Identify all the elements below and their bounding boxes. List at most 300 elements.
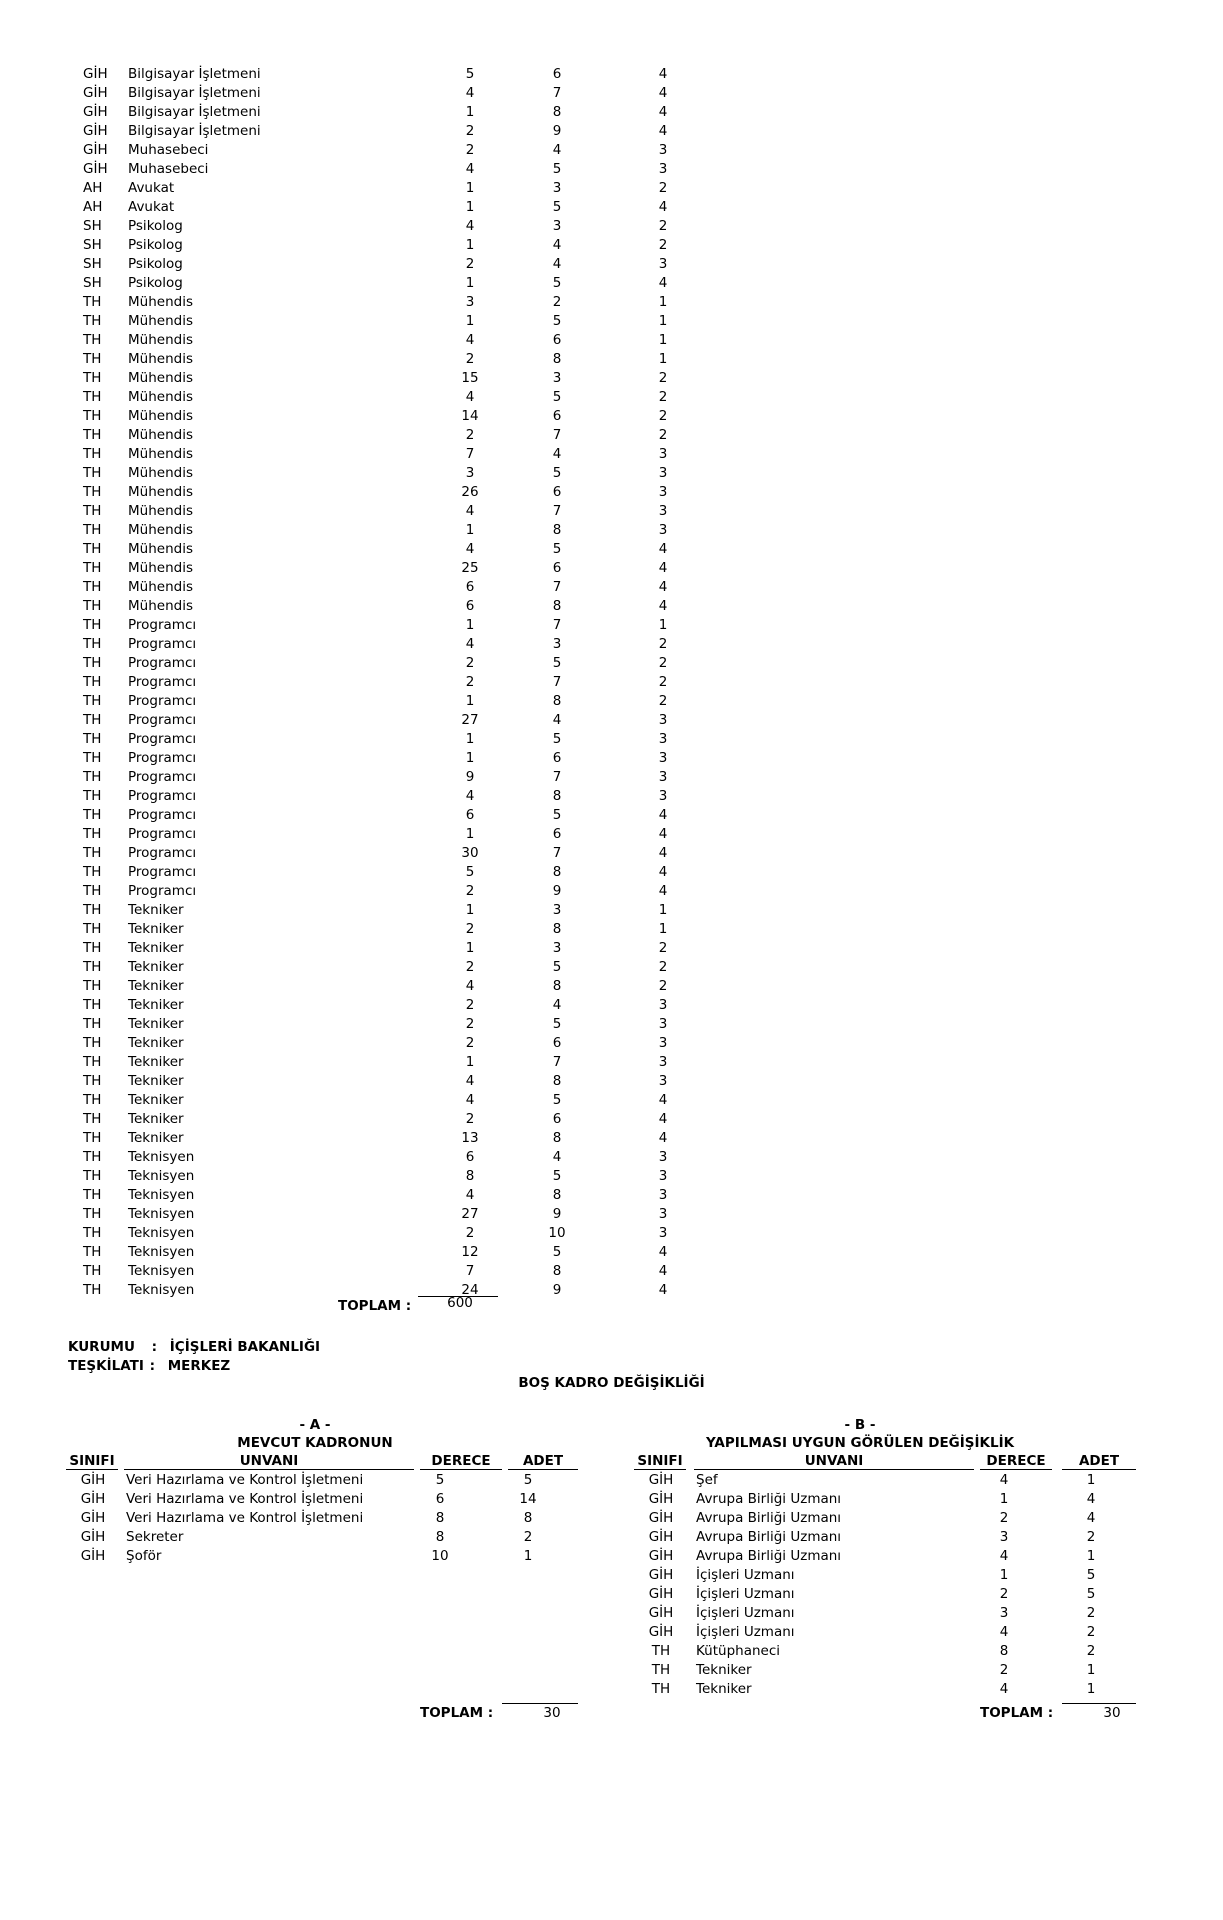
table-row [0,768,1223,787]
row-unvan: Tekniker [128,1054,184,1070]
cell-unvan: Veri Hazırlama ve Kontrol İşletmeni [126,1472,364,1488]
table-row [636,1585,1156,1604]
row-grade: 7 [552,617,562,633]
table-row [68,1528,588,1547]
row-sinif: TH [83,446,102,462]
cell-derece: 2 [999,1662,1009,1678]
row-group: 3 [658,256,668,272]
row-group: 4 [658,1244,668,1260]
row-sinif: SH [83,256,102,272]
row-sinif: TH [83,902,102,918]
section-b-col-unvan: UNVANI [694,1453,974,1470]
row-grade: 5 [552,161,562,177]
row-group: 3 [658,1054,668,1070]
row-unvan: Programcı [128,636,197,652]
row-unvan: Mühendis [128,408,193,424]
cell-adet: 5 [1086,1586,1096,1602]
cell-unvan: Veri Hazırlama ve Kontrol İşletmeni [126,1491,364,1507]
table-row [0,198,1223,217]
row-count: 3 [465,465,475,481]
table-row [0,426,1223,445]
cell-adet: 2 [1086,1529,1096,1545]
table-row [0,1148,1223,1167]
cell-derece: 3 [999,1529,1009,1545]
table-row [0,293,1223,312]
cell-derece: 10 [431,1548,449,1564]
row-sinif: TH [83,997,102,1013]
row-sinif: TH [83,655,102,671]
row-sinif: GİH [83,142,108,158]
table-row [0,464,1223,483]
row-unvan: Programcı [128,845,197,861]
row-unvan: Avukat [128,180,175,196]
kurumu-row [68,1339,320,1355]
table-row [0,844,1223,863]
row-group: 4 [658,1282,668,1298]
table-row [636,1528,1156,1547]
row-sinif: TH [83,1073,102,1089]
row-sinif: TH [83,1206,102,1222]
row-unvan: Teknisyen [128,1244,195,1260]
row-grade: 5 [552,1016,562,1032]
cell-unvan: Şoför [126,1548,162,1564]
row-count: 2 [465,427,475,443]
table-row [0,1110,1223,1129]
row-grade: 8 [552,104,562,120]
row-count: 4 [465,1092,475,1108]
row-group: 4 [658,807,668,823]
row-group: 2 [658,408,668,424]
row-count: 1 [465,826,475,842]
cell-adet: 2 [1086,1605,1096,1621]
row-sinif: TH [83,921,102,937]
row-group: 2 [658,389,668,405]
cell-unvan: Kütüphaneci [696,1643,781,1659]
row-count: 4 [465,503,475,519]
table-row [0,407,1223,426]
row-unvan: Muhasebeci [128,161,209,177]
row-grade: 6 [552,750,562,766]
row-sinif: TH [83,1187,102,1203]
row-group: 3 [658,484,668,500]
section-a-col-unvan: UNVANI [124,1453,414,1470]
row-count: 4 [465,389,475,405]
row-sinif: TH [83,807,102,823]
row-sinif: GİH [83,161,108,177]
row-group: 3 [658,465,668,481]
row-sinif: TH [83,560,102,576]
table-row [0,331,1223,350]
cell-sinif: GİH [648,1548,674,1564]
table-row [0,977,1223,996]
row-group: 3 [658,731,668,747]
row-unvan: Bilgisayar İşletmeni [128,85,261,101]
row-grade: 7 [552,503,562,519]
row-grade: 5 [552,959,562,975]
row-grade: 5 [552,1092,562,1108]
row-grade: 5 [552,199,562,215]
cell-unvan: Tekniker [696,1662,752,1678]
row-count: 4 [465,978,475,994]
cell-sinif: GİH [648,1529,674,1545]
row-group: 4 [658,883,668,899]
table-row [0,540,1223,559]
table-row [0,1072,1223,1091]
row-grade: 6 [552,560,562,576]
row-unvan: Programcı [128,826,197,842]
row-grade: 3 [552,902,562,918]
row-grade: 9 [552,1282,562,1298]
row-group: 4 [658,598,668,614]
row-group: 3 [658,161,668,177]
row-sinif: TH [83,712,102,728]
section-a-heading: MEVCUT KADRONUN [237,1435,393,1451]
row-grade: 8 [552,1187,562,1203]
row-group: 3 [658,997,668,1013]
row-count: 27 [461,712,479,728]
row-unvan: Mühendis [128,313,193,329]
row-unvan: Mühendis [128,503,193,519]
row-group: 4 [658,123,668,139]
table-row [636,1642,1156,1661]
row-unvan: Bilgisayar İşletmeni [128,66,261,82]
section-b-col-adet: ADET [1062,1453,1136,1470]
row-count: 4 [465,788,475,804]
row-sinif: TH [83,1225,102,1241]
row-grade: 5 [552,275,562,291]
teskilati-label: TEŞKİLATI [68,1358,144,1374]
cell-unvan: Tekniker [696,1681,752,1697]
teskilati-row [68,1358,230,1374]
section-a-col-adet: ADET [508,1453,578,1470]
row-group: 4 [658,541,668,557]
row-group: 3 [658,446,668,462]
table-row [636,1604,1156,1623]
row-count: 1 [465,199,475,215]
table-row [0,369,1223,388]
row-sinif: TH [83,959,102,975]
row-grade: 8 [552,522,562,538]
row-unvan: Mühendis [128,560,193,576]
row-grade: 8 [552,351,562,367]
row-count: 2 [465,351,475,367]
kurumu-separator: : [151,1339,158,1355]
row-sinif: TH [83,522,102,538]
table-row [0,597,1223,616]
table-row [0,1186,1223,1205]
row-unvan: Programcı [128,788,197,804]
table-row [0,863,1223,882]
cell-derece: 1 [999,1491,1009,1507]
row-grade: 4 [552,1149,562,1165]
table-row [0,502,1223,521]
cell-sinif: GİH [648,1586,674,1602]
row-sinif: TH [83,826,102,842]
row-group: 3 [658,712,668,728]
row-unvan: Mühendis [128,351,193,367]
row-grade: 5 [552,731,562,747]
row-grade: 4 [552,256,562,272]
row-group: 2 [658,237,668,253]
table-row [68,1547,588,1566]
kurumu-label: KURUMU [68,1339,135,1355]
row-unvan: Teknisyen [128,1187,195,1203]
table-row [0,1262,1223,1281]
row-group: 2 [658,218,668,234]
row-grade: 2 [552,294,562,310]
row-sinif: TH [83,693,102,709]
row-unvan: Tekniker [128,1016,184,1032]
table-row [0,711,1223,730]
table-row [68,1509,588,1528]
row-count: 3 [465,294,475,310]
row-count: 1 [465,1054,475,1070]
cell-adet: 1 [523,1548,533,1564]
cell-sinif: GİH [648,1567,674,1583]
teskilati-value: MERKEZ [167,1358,231,1374]
section-b-col-sinif: SINIFI [634,1453,686,1470]
row-unvan: Tekniker [128,997,184,1013]
row-grade: 3 [552,218,562,234]
cell-unvan: Sekreter [126,1529,184,1545]
row-sinif: SH [83,237,102,253]
table-row [0,901,1223,920]
row-grade: 6 [552,1111,562,1127]
row-group: 4 [658,66,668,82]
row-count: 2 [465,1111,475,1127]
row-sinif: TH [83,598,102,614]
row-group: 3 [658,769,668,785]
table-row [0,958,1223,977]
table-row [0,312,1223,331]
table-row [0,521,1223,540]
cell-adet: 2 [1086,1624,1096,1640]
row-grade: 5 [552,1168,562,1184]
cell-unvan: Avrupa Birliği Uzmanı [696,1491,842,1507]
cell-derece: 4 [999,1624,1009,1640]
table-row [0,749,1223,768]
table-row [636,1661,1156,1680]
section-a-col-sinif: SINIFI [66,1453,118,1470]
cell-derece: 8 [435,1529,445,1545]
row-grade: 7 [552,579,562,595]
table-row [0,1015,1223,1034]
row-count: 2 [465,921,475,937]
row-sinif: AH [83,180,103,196]
cell-derece: 1 [999,1567,1009,1583]
row-group: 1 [658,332,668,348]
row-count: 4 [465,541,475,557]
row-group: 4 [658,85,668,101]
row-count: 14 [461,408,479,424]
row-unvan: Mühendis [128,465,193,481]
row-grade: 3 [552,940,562,956]
row-grade: 6 [552,332,562,348]
section-b-heading: YAPILMASI UYGUN GÖRÜLEN DEĞİŞİKLİK [705,1435,1015,1451]
cell-sinif: GİH [80,1491,106,1507]
table-row [0,559,1223,578]
cell-derece: 4 [999,1548,1009,1564]
row-unvan: Programcı [128,731,197,747]
table-row [0,1091,1223,1110]
row-grade: 6 [552,66,562,82]
row-grade: 4 [552,237,562,253]
table-row [636,1490,1156,1509]
row-sinif: TH [83,636,102,652]
row-sinif: TH [83,313,102,329]
row-sinif: AH [83,199,103,215]
table-row [636,1566,1156,1585]
row-unvan: Programcı [128,674,197,690]
row-grade: 10 [548,1225,566,1241]
section-a-marker: - A - [299,1417,331,1433]
row-count: 4 [465,636,475,652]
row-sinif: TH [83,978,102,994]
row-sinif: TH [83,1035,102,1051]
section-b-total-rule [1062,1703,1136,1704]
section-a-col-derece: DERECE [420,1453,502,1470]
row-grade: 8 [552,978,562,994]
row-group: 2 [658,636,668,652]
cell-sinif: GİH [648,1510,674,1526]
section-a-table [68,1471,588,1566]
row-grade: 7 [552,85,562,101]
row-count: 15 [461,370,479,386]
row-unvan: Programcı [128,807,197,823]
row-group: 4 [658,1111,668,1127]
row-unvan: Tekniker [128,1035,184,1051]
row-group: 2 [658,655,668,671]
row-count: 30 [461,845,479,861]
cell-adet: 1 [1086,1681,1096,1697]
row-sinif: TH [83,294,102,310]
row-unvan: Mühendis [128,370,193,386]
row-sinif: TH [83,617,102,633]
row-sinif: TH [83,1263,102,1279]
row-group: 3 [658,788,668,804]
table-row [0,274,1223,293]
table-row [0,179,1223,198]
cell-sinif: GİH [80,1510,106,1526]
table-row [636,1471,1156,1490]
row-sinif: GİH [83,123,108,139]
table-row [0,635,1223,654]
row-group: 4 [658,826,668,842]
row-group: 4 [658,845,668,861]
section-b-total-label: TOPLAM : [980,1705,1054,1721]
cell-derece: 4 [999,1681,1009,1697]
row-sinif: TH [83,1111,102,1127]
cell-sinif: GİH [80,1529,106,1545]
table-row [0,445,1223,464]
row-group: 3 [658,142,668,158]
row-sinif: TH [83,465,102,481]
row-group: 2 [658,693,668,709]
row-group: 4 [658,275,668,291]
row-count: 4 [465,161,475,177]
row-sinif: TH [83,370,102,386]
row-count: 6 [465,579,475,595]
row-sinif: TH [83,883,102,899]
table-row [0,217,1223,236]
cell-unvan: İçişleri Uzmanı [696,1624,795,1640]
row-count: 12 [461,1244,479,1260]
row-unvan: Tekniker [128,959,184,975]
row-grade: 3 [552,180,562,196]
row-count: 1 [465,750,475,766]
table-row [0,616,1223,635]
row-sinif: TH [83,788,102,804]
row-sinif: TH [83,1244,102,1260]
row-sinif: SH [83,275,102,291]
row-count: 2 [465,1016,475,1032]
table-row [0,939,1223,958]
cell-adet: 4 [1086,1510,1096,1526]
row-count: 5 [465,66,475,82]
row-unvan: Bilgisayar İşletmeni [128,123,261,139]
table-row [0,578,1223,597]
row-grade: 8 [552,598,562,614]
row-grade: 6 [552,408,562,424]
row-unvan: Psikolog [128,256,183,272]
row-grade: 8 [552,1263,562,1279]
row-unvan: Mühendis [128,484,193,500]
table-row [0,730,1223,749]
row-unvan: Avukat [128,199,175,215]
row-grade: 9 [552,123,562,139]
cell-adet: 5 [523,1472,533,1488]
row-count: 1 [465,180,475,196]
row-sinif: TH [83,351,102,367]
row-count: 4 [465,1073,475,1089]
row-grade: 6 [552,1035,562,1051]
row-grade: 8 [552,788,562,804]
row-count: 2 [465,959,475,975]
row-count: 2 [465,1035,475,1051]
cell-sinif: GİH [80,1548,106,1564]
table-row [0,882,1223,901]
row-grade: 5 [552,1244,562,1260]
cell-sinif: TH [651,1681,671,1697]
row-grade: 8 [552,921,562,937]
row-count: 2 [465,142,475,158]
cell-unvan: Avrupa Birliği Uzmanı [696,1510,842,1526]
row-sinif: TH [83,1168,102,1184]
section-a-total-rule [502,1703,578,1704]
row-group: 2 [658,674,668,690]
row-sinif: TH [83,750,102,766]
row-count: 5 [465,864,475,880]
cell-derece: 8 [435,1510,445,1526]
cell-sinif: GİH [80,1472,106,1488]
row-grade: 8 [552,864,562,880]
main-total-label: TOPLAM : [338,1298,412,1314]
kurumu-value: İÇİŞLERİ BAKANLIĞI [169,1339,321,1355]
row-sinif: TH [83,674,102,690]
row-unvan: Programcı [128,864,197,880]
row-sinif: TH [83,408,102,424]
cell-unvan: Şef [696,1472,718,1488]
cell-derece: 8 [999,1643,1009,1659]
row-count: 1 [465,237,475,253]
table-row [0,1053,1223,1072]
row-unvan: Programcı [128,693,197,709]
row-sinif: TH [83,503,102,519]
row-sinif: GİH [83,85,108,101]
section-b-total-value: 30 [1103,1705,1121,1721]
row-group: 2 [658,427,668,443]
row-sinif: TH [83,1282,102,1298]
